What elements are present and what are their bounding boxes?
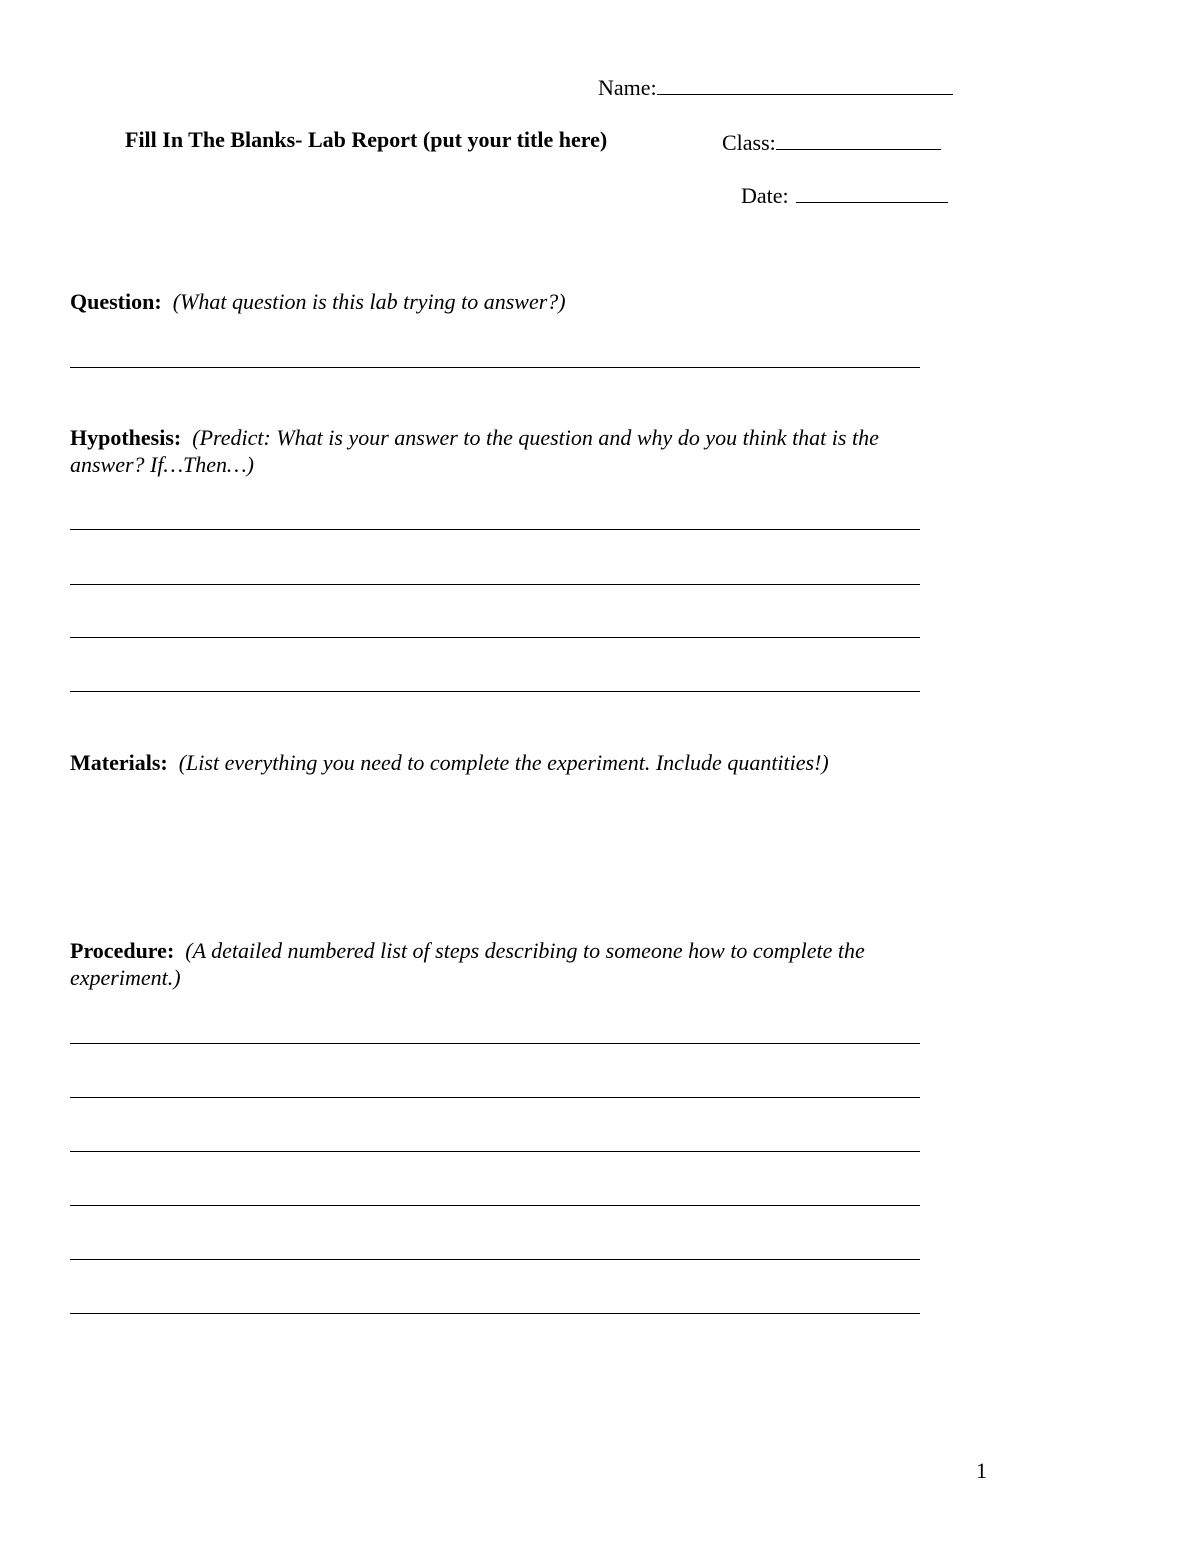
date-field — [741, 180, 948, 209]
materials-label: Materials: — [70, 750, 168, 775]
question-prompt: (What question is this lab trying to answer?) — [172, 289, 566, 314]
procedure-answer-line[interactable] — [70, 1205, 920, 1206]
question-answer-line[interactable] — [70, 367, 920, 368]
name-input-line[interactable] — [657, 72, 953, 95]
procedure-label: Procedure: — [70, 938, 175, 963]
date-label: Date: — [741, 183, 789, 208]
name-field — [598, 72, 953, 101]
hypothesis-prompt: (Predict: What is your answer to the question and why do you think that is the answer? If…Then…) — [70, 425, 879, 477]
class-input-line[interactable] — [776, 127, 941, 150]
class-label: Class: — [722, 130, 776, 155]
materials-heading — [70, 749, 829, 776]
question-label: Question: — [70, 289, 162, 314]
hypothesis-label: Hypothesis: — [70, 425, 182, 450]
procedure-answer-line[interactable] — [70, 1259, 920, 1260]
hypothesis-answer-line[interactable] — [70, 529, 920, 530]
procedure-prompt: (A detailed numbered list of steps describing to someone how to complete the experiment.) — [70, 938, 865, 990]
page-number: 1 — [976, 1458, 987, 1483]
date-input-line[interactable] — [796, 180, 948, 203]
question-heading — [70, 288, 566, 315]
class-field — [722, 127, 941, 156]
name-label: Name: — [598, 75, 657, 100]
hypothesis-answer-line[interactable] — [70, 637, 920, 638]
hypothesis-answer-line[interactable] — [70, 584, 920, 585]
procedure-answer-line[interactable] — [70, 1313, 920, 1314]
hypothesis-heading — [70, 424, 950, 478]
procedure-answer-line[interactable] — [70, 1043, 920, 1044]
document-title: Fill In The Blanks- Lab Report (put your title here) — [125, 127, 608, 152]
materials-prompt: (List everything you need to complete the experiment. Include quantities!) — [178, 750, 829, 775]
hypothesis-answer-line[interactable] — [70, 691, 920, 692]
procedure-answer-line[interactable] — [70, 1151, 920, 1152]
procedure-answer-line[interactable] — [70, 1097, 920, 1098]
procedure-heading — [70, 937, 950, 991]
